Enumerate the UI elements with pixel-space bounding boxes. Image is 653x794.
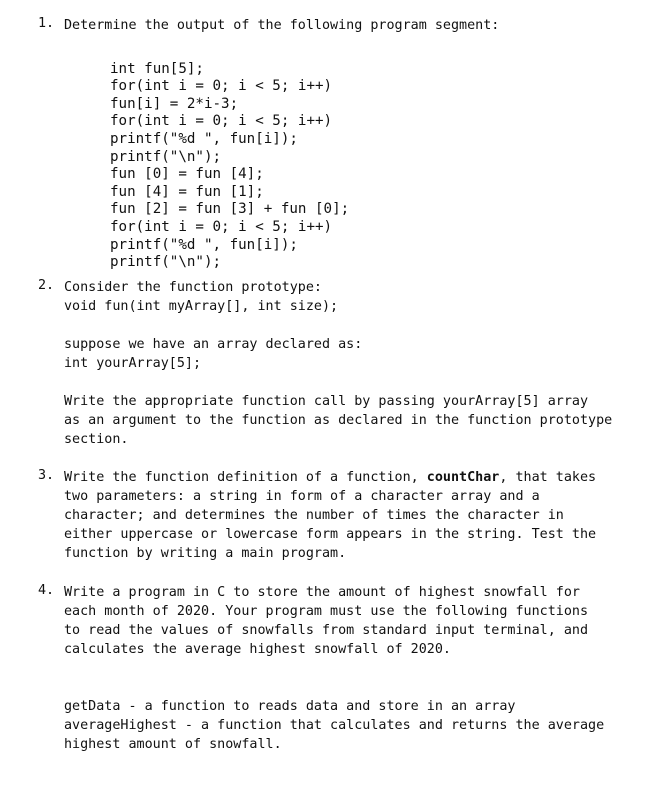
question-3 — [38, 468, 610, 563]
question-4-line: each month of 2020. Your program must use the following functions — [64, 604, 589, 619]
question-3-text: , that takes — [499, 470, 597, 485]
code-line: fun [2] = fun [3] + fun [0]; — [110, 201, 350, 218]
question-3-text: Write the function definition of a function, — [64, 470, 427, 485]
question-3-line — [64, 468, 610, 487]
question-4-line: calculates the average highest snowfall of 2020. — [64, 642, 451, 657]
code-line: for(int i = 0; i < 5; i++) — [110, 78, 333, 95]
code-line: printf("%d ", fun[i]); — [110, 236, 298, 253]
question-3-line: either uppercase or lowercase form appears in the string. Test the — [64, 527, 597, 542]
question-2-intro: Consider the function prototype: — [64, 280, 322, 295]
code-line: for(int i = 0; i < 5; i++) — [110, 218, 333, 235]
function-description: averageHighest - a function that calculates and returns the average — [64, 718, 605, 733]
question-2-number: 2. — [38, 278, 55, 293]
question-1-title: Determine the output of the following program segment: — [64, 18, 500, 33]
question-4 — [38, 583, 610, 754]
code-line: int fun[5]; — [110, 60, 204, 77]
code-line: fun [0] = fun [4]; — [110, 166, 264, 183]
question-3-line: character; and determines the number of times the character in — [64, 508, 564, 523]
question-2-task-line: Write the appropriate function call by passing yourArray[5] array — [64, 394, 589, 409]
question-2-prototype: void fun(int myArray[], int size); — [64, 299, 339, 314]
question-1-code — [110, 43, 610, 272]
question-4-number: 4. — [38, 583, 55, 598]
code-line: fun [4] = fun [1]; — [110, 183, 264, 200]
question-4-line: to read the values of snowfalls from standard input terminal, and — [64, 623, 589, 638]
question-3-number: 3. — [38, 468, 55, 483]
question-2-task-line: as an argument to the function as declared in the function prototype — [64, 413, 613, 428]
question-2 — [38, 278, 613, 449]
code-line: printf("\n"); — [110, 254, 222, 271]
code-line: printf("%d ", fun[i]); — [110, 130, 298, 147]
question-1 — [38, 16, 610, 272]
function-description: getData - a function to reads data and store in an array — [64, 699, 516, 714]
question-2-task — [64, 392, 613, 449]
code-line: printf("\n"); — [110, 148, 222, 165]
function-description: highest amount of snowfall. — [64, 737, 282, 752]
function-name-countChar: countChar — [426, 470, 500, 485]
question-2-declaration: int yourArray[5]; — [64, 356, 202, 371]
question-2-task-line: section. — [64, 432, 129, 447]
code-line: fun[i] = 2*i-3; — [110, 95, 239, 112]
question-3-line: two parameters: a string in form of a character array and a — [64, 489, 540, 504]
question-3-line: function by writing a main program. — [64, 546, 347, 561]
question-4-line: Write a program in C to store the amount of highest snowfall for — [64, 585, 580, 600]
question-1-number: 1. — [38, 16, 55, 31]
question-2-suppose: suppose we have an array declared as: — [64, 337, 363, 352]
code-line: for(int i = 0; i < 5; i++) — [110, 113, 333, 130]
